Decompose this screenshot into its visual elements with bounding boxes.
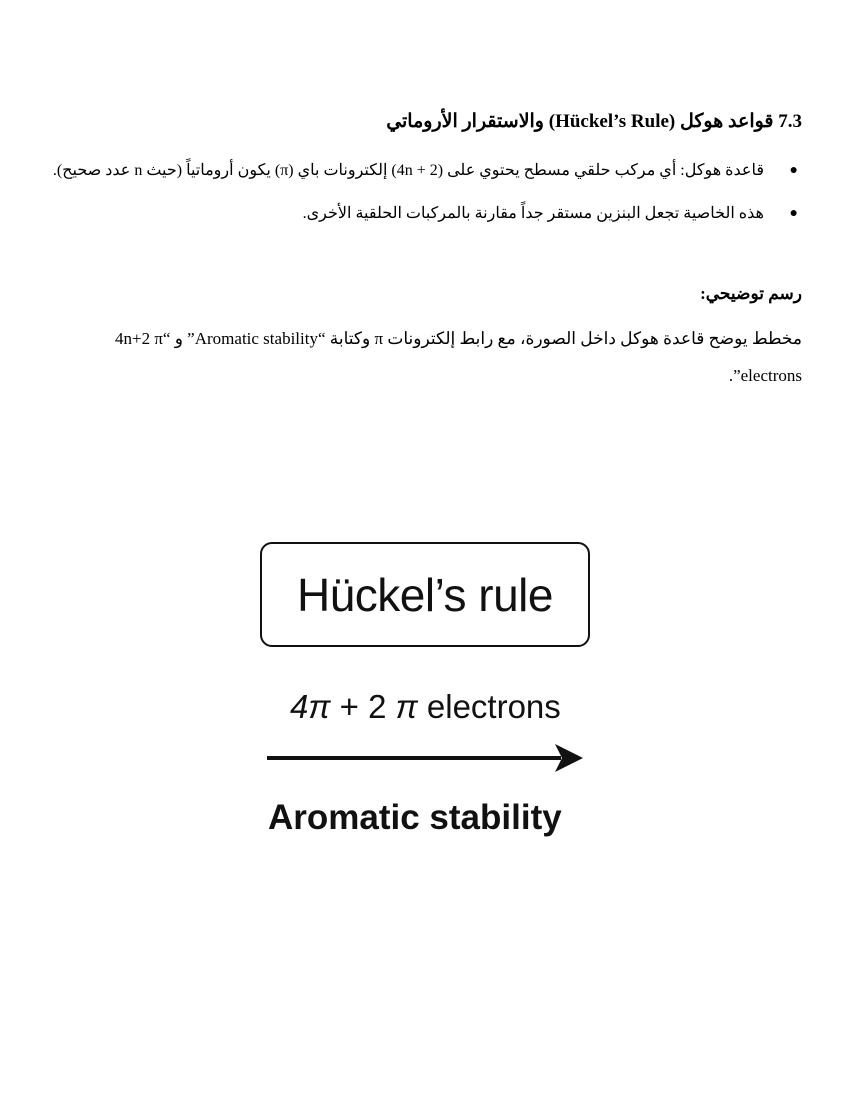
electron-count-label <box>290 688 561 726</box>
bullet-dot-icon: ● <box>789 163 798 178</box>
aromatic-stability-label: Aromatic stability <box>268 798 562 837</box>
huckel-rule-diagram <box>250 530 610 860</box>
formula-plus-two: + 2 <box>330 688 396 725</box>
bullet-dot-icon: ● <box>789 206 798 221</box>
formula-variable: 4π <box>290 688 331 725</box>
bullet-item <box>42 195 802 232</box>
illustration-title: رسم توضيحي: <box>700 284 802 303</box>
right-arrow-icon <box>265 740 585 776</box>
bullet-text: قاعدة هوكل: أي مركب حلقي مسطح يحتوي على (4n + 2) إلكترونات باي (π) يكون أروماتياً (حيث n عدد صحيح). <box>52 162 764 179</box>
bullet-text: هذه الخاصية تجعل البنزين مستقر جداً مقارنة بالمركبات الحلقية الأخرى. <box>302 205 764 222</box>
illustration-description: مخطط يوضح قاعدة هوكل داخل الصورة، مع رابط إلكترونات π وكتابة “Aromatic stability” و “4n+2 π electrons”. <box>115 329 802 385</box>
bullet-list <box>42 152 802 238</box>
formula-electrons: electrons <box>417 688 561 725</box>
section-heading: 7.3 قواعد هوكل (Hückel’s Rule) والاستقرار الأروماتي <box>386 111 802 132</box>
rule-box: Hückel’s rule <box>260 542 590 647</box>
pi-symbol: π <box>395 688 418 725</box>
bullet-item <box>42 152 802 189</box>
